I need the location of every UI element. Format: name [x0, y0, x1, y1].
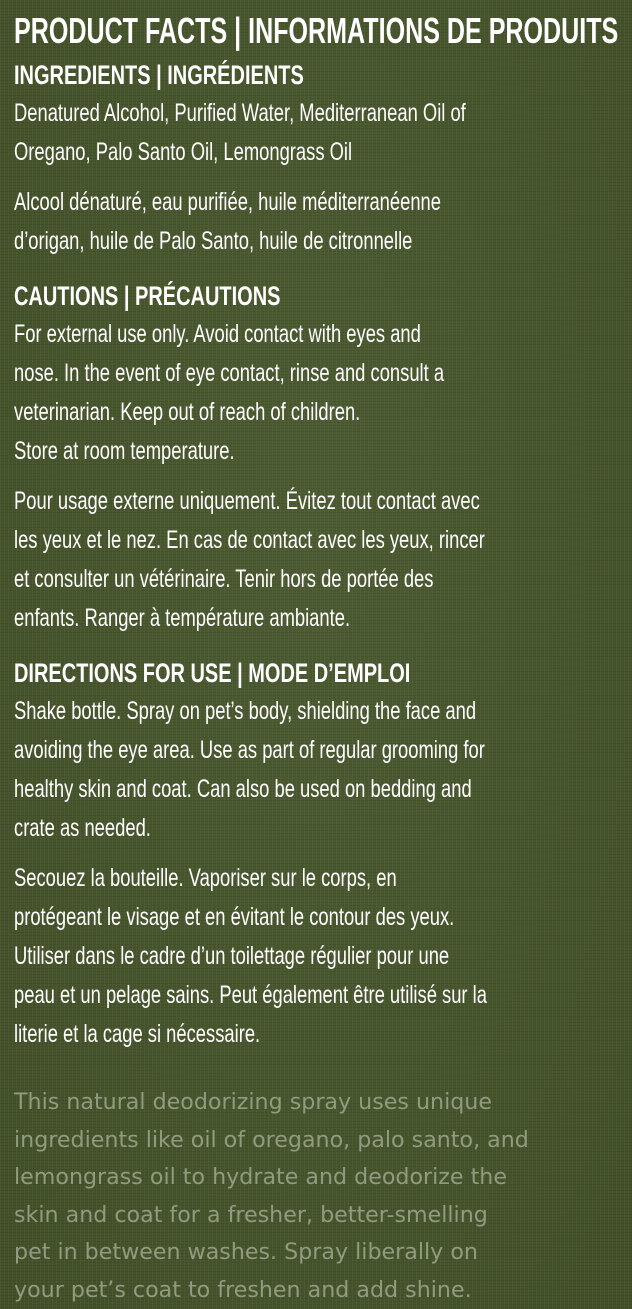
text-line: et consulter un vétérinaire. Tenir hors de portée des	[14, 560, 618, 599]
text-line: veterinarian. Keep out of reach of children.	[14, 393, 618, 432]
text-line: les yeux et le nez. En cas de contact avec les yeux, rincer	[14, 521, 618, 560]
text-line: enfants. Ranger à température ambiante.	[14, 599, 618, 638]
text-line: Utiliser dans le cadre d’un toilettage régulier pour une	[14, 937, 618, 976]
directions-heading: DIRECTIONS FOR USE | MODE D’EMPLOI	[14, 654, 618, 692]
text-line: This natural deodorizing spray uses unique	[14, 1084, 618, 1122]
text-line: literie et la cage si nécessaire.	[14, 1015, 618, 1054]
text-line: your pet’s coat to freshen and add shine.	[14, 1272, 618, 1309]
product-description	[14, 1084, 618, 1309]
spacer	[14, 1054, 618, 1084]
text-line: skin and coat for a fresher, better-smelling	[14, 1197, 618, 1235]
cautions-heading: CAUTIONS | PRÉCAUTIONS	[14, 277, 618, 315]
spacer	[14, 172, 618, 183]
text-line: peau et un pelage sains. Peut également être utilisé sur la	[14, 976, 618, 1015]
cautions-section	[14, 277, 618, 638]
ingredients-heading: INGREDIENTS | INGRÉDIENTS	[14, 56, 618, 94]
spacer	[14, 471, 618, 482]
spacer	[14, 261, 618, 277]
ingredients-french	[14, 183, 618, 261]
spacer	[14, 638, 618, 654]
directions-section	[14, 654, 618, 1054]
text-line: For external use only. Avoid contact with eyes and	[14, 315, 618, 354]
text-line: Oregano, Palo Santo Oil, Lemongrass Oil	[14, 133, 618, 172]
spacer	[14, 848, 618, 859]
text-line: avoiding the eye area. Use as part of regular grooming for	[14, 731, 618, 770]
text-line: protégeant le visage et en évitant le contour des yeux.	[14, 898, 618, 937]
ingredients-english	[14, 94, 618, 172]
text-line: nose. In the event of eye contact, rinse and consult a	[14, 354, 618, 393]
text-line: Alcool dénaturé, eau purifiée, huile méditerranéenne	[14, 183, 618, 222]
directions-french	[14, 859, 618, 1054]
text-line: healthy skin and coat. Can also be used on bedding and	[14, 770, 618, 809]
directions-english	[14, 692, 618, 848]
text-line: Shake bottle. Spray on pet’s body, shielding the face and	[14, 692, 618, 731]
page-title: PRODUCT FACTS | INFORMATIONS DE PRODUITS	[14, 6, 618, 56]
text-line: Store at room temperature.	[14, 432, 618, 471]
text-line: Denatured Alcohol, Purified Water, Mediterranean Oil of	[14, 94, 618, 133]
cautions-english	[14, 315, 618, 471]
cautions-french	[14, 482, 618, 638]
text-line: lemongrass oil to hydrate and deodorize the	[14, 1159, 618, 1197]
text-line: Secouez la bouteille. Vaporiser sur le corps, en	[14, 859, 618, 898]
text-line: Pour usage externe uniquement. Évitez tout contact avec	[14, 482, 618, 521]
text-line: ingredients like oil of oregano, palo santo, and	[14, 1122, 618, 1160]
text-line: d’origan, huile de Palo Santo, huile de citronnelle	[14, 222, 618, 261]
ingredients-section	[14, 56, 618, 261]
text-line: pet in between washes. Spray liberally on	[14, 1234, 618, 1272]
text-line: crate as needed.	[14, 809, 618, 848]
